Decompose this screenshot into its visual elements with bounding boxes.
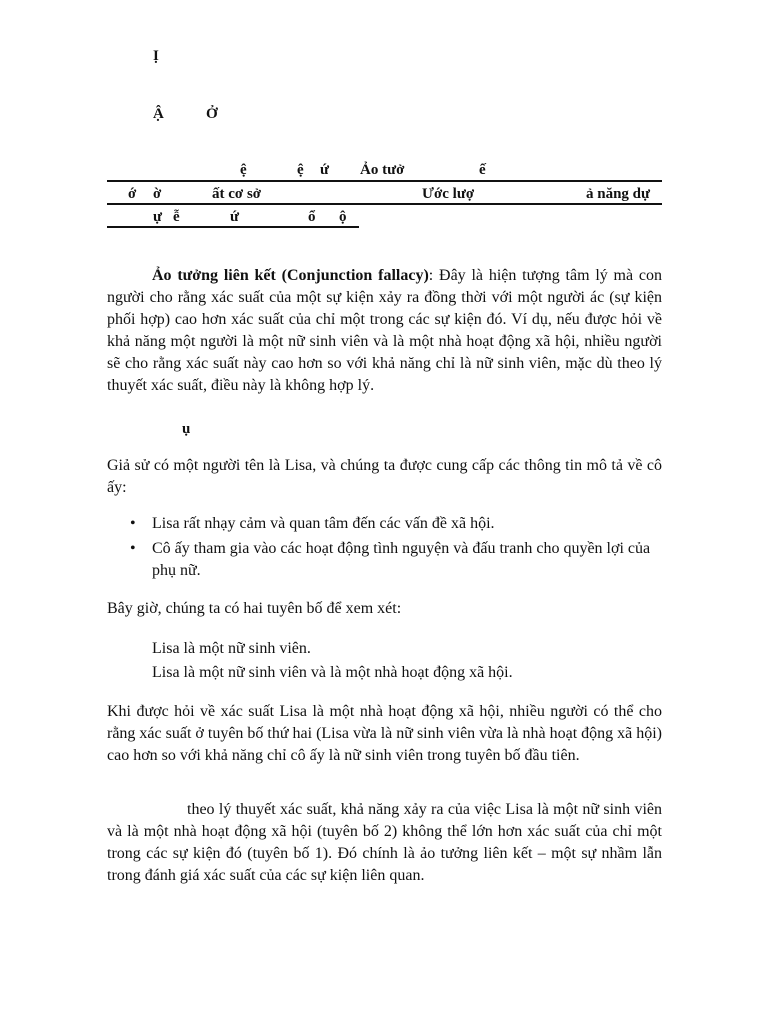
asked-paragraph — [107, 701, 662, 767]
statement-1: Lisa là một nữ sinh viên. — [152, 640, 311, 657]
list-item — [130, 538, 662, 582]
statements-intro-text: Bây giờ, chúng ta có hai tuyên bố để xem xét: — [107, 600, 402, 617]
heading-fragment: ả năng dự — [586, 186, 651, 202]
heading-fragment: ộ — [339, 209, 347, 225]
list-item — [130, 513, 662, 535]
heading-fragment: Ảo tưở — [360, 162, 405, 178]
heading-fragment: ễ — [173, 209, 180, 225]
bullet-icon: • — [130, 540, 136, 557]
heading-fragment: ất cơ sở — [212, 186, 262, 202]
heading-fragment: Ị — [153, 48, 159, 64]
conclusion-paragraph — [107, 799, 662, 887]
definition-term: Ảo tưởng liên kết (Conjunction fallacy) — [152, 267, 429, 284]
heading-fragment: ệ — [240, 162, 247, 178]
heading-fragment: ế — [479, 162, 486, 178]
heading-fragment: ệ — [297, 162, 304, 178]
heading-fragment: ớ — [128, 186, 137, 202]
heading-fragment: Ậ — [153, 106, 164, 122]
heading-fragment: Ở — [206, 106, 218, 122]
asked-text: Khi được hỏi về xác suất Lisa là một nhà hoạt động xã hội, nhiều người có thể cho rằng xác suất ở tuyên bố thứ hai (Lisa vừa là nữ sinh viên vừa là nhà hoạt động xã hội) cao hơn so với khả năng chỉ cô ấy là nữ sinh viên trong tuyên bố đầu tiên. — [107, 703, 663, 764]
heading-fragment: ứ — [230, 209, 240, 225]
heading-fragment: ờ — [153, 186, 162, 202]
bullet-text: Lisa rất nhạy cảm và quan tâm đến các vấn đề xã hội. — [152, 515, 495, 532]
bullet-text: Cô ấy tham gia vào các hoạt động tình nguyện và đấu tranh cho quyền lợi của phụ nữ. — [152, 540, 651, 579]
example-heading-fragment: ụ — [182, 421, 191, 437]
conclusion-text: theo lý thuyết xác suất, khả năng xảy ra của việc Lisa là một nữ sinh viên và là một nhà hoạt động xã hội (tuyên bố 2) không thể lớn hơn xác suất của chỉ một trong các sự kiện đó (tuyên bố 1). Đó chính là ảo tưởng liên kết – một sự nhầm lẫn trong đánh giá xác suất của các sự kiện liên quan. — [107, 801, 662, 884]
intro-paragraph — [107, 455, 662, 499]
heading-fragment: Ước lượ — [422, 186, 475, 202]
heading-fragment: ứ — [320, 162, 330, 178]
statements-intro — [107, 598, 662, 620]
heading-underline — [107, 226, 359, 228]
heading-underline — [107, 180, 662, 182]
bullet-list — [130, 513, 662, 585]
bullet-icon: • — [130, 515, 136, 532]
heading-fragment: ự — [153, 209, 163, 225]
statement-2: Lisa là một nữ sinh viên và là một nhà hoạt động xã hội. — [152, 664, 513, 681]
intro-text: Giả sử có một người tên là Lisa, và chúng ta được cung cấp các thông tin mô tả về cô ấy: — [107, 457, 662, 496]
definition-paragraph — [107, 265, 662, 397]
heading-fragment: ổ — [308, 209, 316, 225]
definition-text: : Đây là hiện tượng tâm lý mà con người cho rằng xác suất của một sự kiện xảy ra đồng thời với một người ác (sự kiện phối hợp) cao hơn xác suất của chỉ một trong các sự kiện đó. Ví dụ, nếu được hỏi về khả năng một người là một nữ sinh viên và là một nhà hoạt động xã hội, nhiều người sẽ cho rằng xác suất này cao hơn so với khả năng chỉ là nữ sinh viên, mặc dù theo lý thuyết xác suất, điều này là không hợp lý. — [107, 267, 663, 394]
heading-underline — [107, 203, 662, 205]
